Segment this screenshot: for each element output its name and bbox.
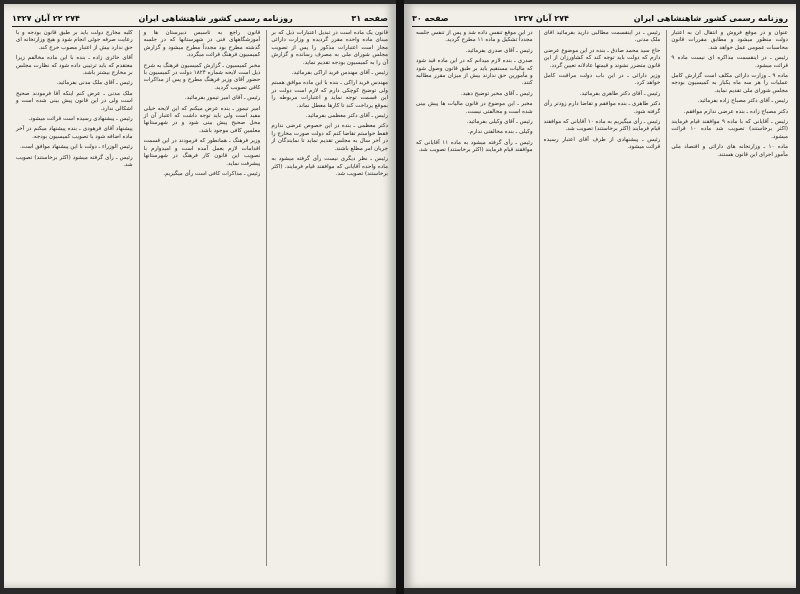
paragraph: کلیه مخارج دولت باید بر طبق قانون بودجه و با رعایت صرفه جوئی انجام شود و هیچ وزارتخانه ای حق ندارد بیش از اعتبار مصوب خرج کند. (15, 30, 133, 51)
paragraph: رئیس ـ نظر دیگری نیست رأی گرفته میشود به ماده واحده آقایانی که موافقند قیام فرمایند. (اکثر برخاستند) تصویب شد. (271, 156, 388, 177)
right-page (404, 4, 796, 588)
right-header-newspaper-title: روزنامه رسمی کشور شاهنشاهی ایران (633, 13, 788, 23)
paragraph: رئیس ـ در اینقسمت مطالبی دارید بفرمائید آقای ملک مدنی. (543, 30, 661, 44)
paragraph: وزیر دارائی ـ در این باب دولت مراقبت کامل خواهد کرد. (543, 73, 661, 87)
paragraph: رئیس ـ آقای امیر تیمور بفرمائید. (184, 95, 261, 102)
paragraph: رئیس الوزراء ـ دولت با این پیشنهاد موافق است. (19, 144, 133, 151)
paragraph: مهندس فرید اراکی ـ بنده با این ماده موافق هستم ولی توضیح کوچکی دارم که لازم است دولت در این قسمت توجه نماید و اعتبارات مربوطه را بموقع پرداخت کند تا کارها معطل نماند. (271, 80, 388, 109)
paragraph: در این موقع تنفس داده شد و پس از تنفس جلسه مجدداً تشکیل و ماده ۱۱ مطرح گردید. (415, 30, 533, 44)
paragraph: رئیس ـ آقای ملک مدنی بفرمائید. (56, 80, 133, 87)
paragraph: رئیس ـ آقای دکتر مصباح زاده بفرمائید. (697, 98, 788, 105)
right-page-columns (412, 30, 788, 566)
paragraph: قانون یک ماده است در تبدیل اعتبارات ذیل که بر مبنای ماده واحده مقرر گردیده و وزارت دارائی مجاز است اعتبارات مذکور را پس از تصویب مجلس شورای ملی به مصرف رسانده و گزارش آن را به کمیسیون بودجه تقدیم نماید. (271, 30, 388, 66)
paragraph: رئیس ـ آقای دکتر معظمی بفرمائید. (305, 113, 388, 120)
left-header-newspaper-title: روزنامه رسمی کشور شاهنشاهی ایران (138, 13, 293, 23)
right-page-column-1 (666, 30, 788, 566)
left-page-columns (12, 30, 388, 566)
left-header-date: ۲۷۴ ۲۲ آبان ۱۳۲۷ (12, 13, 80, 23)
paragraph: آقای حائری زاده ـ بنده با این ماده مخالفم زیرا معتقدم که باید ترتیبی داده شود که نظارت مجلس بر مخارج بیشتر باشد. (15, 55, 133, 77)
paragraph: صدری ـ بنده لازم میدانم که در این ماده قید شود که مالیات مستقیم باید بر طبق قانون وصول شود و مأمورین حق ندارند بیش از میزان مقرر مطالبه کنند. (415, 58, 533, 87)
right-header-page-number: صفحه ۳۰ (412, 13, 449, 23)
book-gutter (396, 0, 404, 594)
right-page-header (412, 10, 788, 27)
paragraph: عنوان و در موقع فروش و انتقال آن به اعتبار دولت منظور میشود و مطابق مقررات قانون محاسبات عمومی عمل خواهد شد. (671, 30, 788, 51)
paragraph: امیر تیمور ـ بنده عرض میکنم که این لایحه خیلی مفید است ولی باید توجه داشت که اعتبار آن از محل صحیح پیش بینی شود و در شهرستانها معلمین کافی موجود باشد. (143, 105, 261, 134)
paragraph: وزیر فرهنگ ـ همانطور که فرمودند در این قسمت اقدامات لازم بعمل آمده است و امیدوارم با تصویب این قانون کار فرهنگ در شهرستانها پیشرفت نماید. (143, 138, 261, 167)
paragraph: مخبر کمیسیون ـ گزارش کمیسیون فرهنگ به شرح ذیل است لایحه شماره ۱۸۲۴ دولت در کمیسیون با حضور آقای وزیر فرهنگ مطرح و پس از مذاکرات کافی تصویب گردید. (143, 62, 261, 91)
left-page-column-1 (266, 30, 388, 566)
left-page-column-2 (139, 30, 261, 566)
paragraph: دکتر معظمی ـ بنده در این خصوص عرضی ندارم فقط خواستم تقاضا کنم که دولت صورت مخارج را در آخر سال به مجلس تقدیم نماید تا نمایندگان از جریان امر مطلع باشند. (271, 123, 388, 152)
paragraph: رئیس ـ آقای مهندس فرید اراکی بفرمائید. (291, 70, 388, 77)
paragraph: مخبر ـ این موضوع در قانون مالیات ها پیش بینی شده است و مخالفتی نیست. (415, 101, 533, 115)
left-page-header (12, 10, 388, 27)
paragraph: ملک مدنی ـ عرض کنم اینکه آقا فرمودند صحیح است ولی در این قانون پیش بینی شده است و اشکالی ندارد. (15, 90, 133, 112)
right-page-column-3 (412, 30, 533, 566)
paragraph: رئیس ـ پیشنهادی رسیده است قرائت میشود. (28, 116, 133, 123)
paragraph: دکتر مصباح زاده ـ بنده عرضی ندارم موافقم. (683, 108, 788, 115)
paragraph: رئیس ـ مذاکرات کافی است رأی میگیریم. (163, 170, 261, 177)
paragraph: رئیس ـ رأی میگیریم به ماده ۱۰ آقایانی که موافقند قیام فرمایند (اکثر برخاستند) تصویب شد. (543, 119, 661, 133)
left-header-page-number: صفحه ۳۱ (351, 13, 388, 23)
paragraph: وکیلی ـ بنده مخالفتی ندارم. (468, 129, 533, 136)
left-page (4, 4, 396, 588)
paragraph: رئیس ـ آقای وکیلی بفرمائید. (466, 119, 533, 126)
paragraph: پیشنهاد آقای فرهودی ـ بنده پیشنهاد میکنم در آخر ماده اضافه شود با تصویب کمیسیون بودجه. (15, 126, 133, 140)
paragraph: رئیس ـ پیشنهادی از طرف آقای اعتبار رسیده قرائت میشود. (543, 136, 661, 151)
paragraph: رئیس ـ رأی گرفته میشود (اکثر برخاستند) تصویب شد. (15, 154, 133, 169)
right-header-date: ۲۷۴ آبان ۱۳۲۷ (513, 13, 569, 23)
paragraph: رئیس ـ آقایانی که با ماده ۹ موافقند قیام فرمایند (اکثر برخاستند) تصویب شد ماده ۱۰ قرائت میشود. (671, 119, 788, 140)
paragraph: ماده ۹ ـ وزارت دارائی مکلف است گزارش کامل عملیات را هر سه ماه یکبار به کمیسیون بودجه مجلس شورای ملی تقدیم نماید. (671, 73, 788, 94)
paragraph: حاج سید محمد صادق ـ بنده در این موضوع عرضی دارم که دولت باید توجه کند که کشاورزان از این قانون متضرر نشوند و قیمتها عادلانه تعیین گردد. (543, 47, 661, 69)
paragraph: دکتر طاهری ـ بنده موافقم و تقاضا دارم زودتر رأی گرفته شود. (543, 101, 661, 115)
right-page-column-2 (539, 30, 661, 566)
paragraph: رئیس ـ آقای صدری بفرمائید. (465, 47, 533, 54)
paragraph: رئیس ـ آقای مخبر توضیح دهید. (461, 90, 533, 97)
paragraph: رئیس ـ در اینقسمت مذاکره ای نیست ماده ۹ قرائت میشود. (671, 55, 788, 69)
paragraph: قانون راجع به تأسیس دبیرستان ها و آموزشگاههای فنی در شهرستانها که در جلسه گذشته مطرح بود مجدداً مطرح میشود و گزارش کمیسیون فرهنگ قرائت میگردد. (143, 30, 261, 59)
paragraph: ماده ۱۰ ـ وزارتخانه های دارائی و اقتصاد ملی مأمور اجرای این قانون هستند. (671, 144, 788, 158)
paragraph: رئیس ـ آقای دکتر طاهری بفرمائید. (579, 90, 661, 97)
left-page-column-3 (12, 30, 133, 566)
paragraph: رئیس ـ رأی گرفته میشود به ماده ۱۱ آقایانی که موافقند قیام فرمایند (اکثر برخاستند) تصویب شد. (415, 139, 533, 154)
